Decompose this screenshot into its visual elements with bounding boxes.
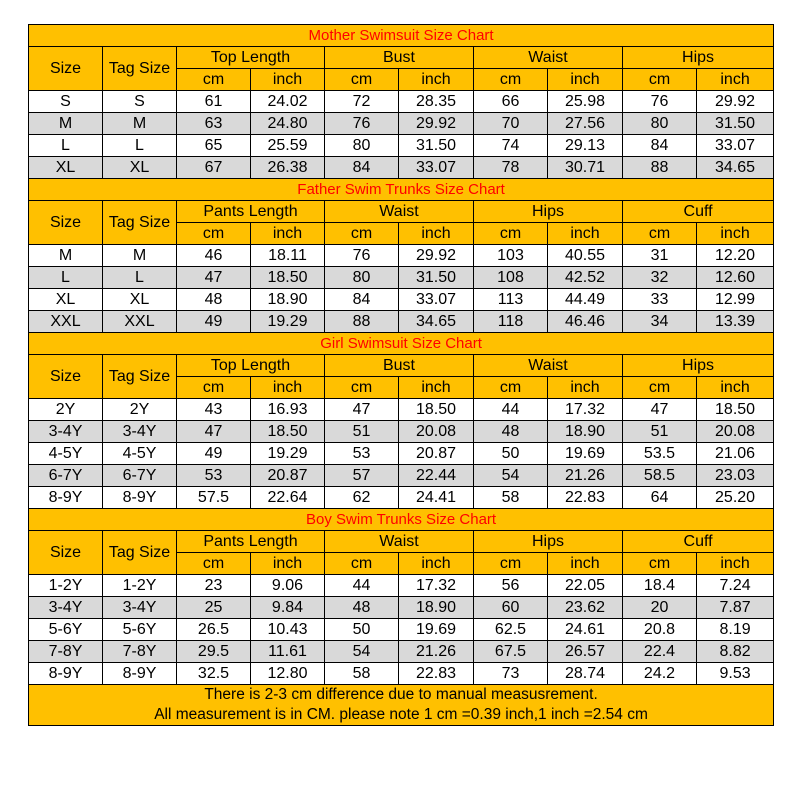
waist-cm-cell: 54 [474, 465, 548, 487]
tag-size-cell: L [103, 267, 177, 289]
unit-cm: cm [325, 553, 399, 575]
tag-size-header: Tag Size [103, 47, 177, 91]
unit-cm: cm [325, 223, 399, 245]
tag-size-cell: XXL [103, 311, 177, 333]
hips-inch-cell: 24.61 [548, 619, 623, 641]
tag-size-cell: L [103, 135, 177, 157]
table-row [29, 289, 774, 311]
unit-inch: inch [548, 223, 623, 245]
size-header: Size [29, 201, 103, 245]
hips-cm-cell: 56 [474, 575, 548, 597]
bust-header: Bust [325, 355, 474, 377]
size-cell: 2Y [29, 399, 103, 421]
hips-header: Hips [474, 531, 623, 553]
pants-length-inch-cell: 10.43 [251, 619, 325, 641]
hips-inch-cell: 29.92 [697, 91, 774, 113]
tag-size-cell: 7-8Y [103, 641, 177, 663]
pants-length-cm-cell: 25 [177, 597, 251, 619]
table-row [29, 311, 774, 333]
top-length-inch-cell: 25.59 [251, 135, 325, 157]
father-swim-trunks-size-chart-title-row [29, 179, 774, 201]
waist-inch-cell: 22.83 [399, 663, 474, 685]
waist-cm-cell: 54 [325, 641, 399, 663]
pants-length-inch-cell: 18.11 [251, 245, 325, 267]
unit-inch: inch [697, 553, 774, 575]
bust-cm-cell: 51 [325, 421, 399, 443]
cuff-inch-cell: 12.20 [697, 245, 774, 267]
table-row [29, 465, 774, 487]
unit-cm: cm [474, 377, 548, 399]
size-cell: 8-9Y [29, 487, 103, 509]
girl-swimsuit-size-chart-title: Girl Swimsuit Size Chart [29, 333, 774, 355]
cuff-inch-cell: 9.53 [697, 663, 774, 685]
size-cell: 3-4Y [29, 421, 103, 443]
unit-inch: inch [548, 69, 623, 91]
waist-inch-cell: 30.71 [548, 157, 623, 179]
size-cell: 7-8Y [29, 641, 103, 663]
cuff-cm-cell: 32 [623, 267, 697, 289]
hips-cm-cell: 113 [474, 289, 548, 311]
unit-inch: inch [399, 377, 474, 399]
tag-size-cell: 1-2Y [103, 575, 177, 597]
bust-inch-cell: 20.87 [399, 443, 474, 465]
tag-size-cell: 2Y [103, 399, 177, 421]
size-chart-table [28, 24, 774, 726]
table-row [29, 135, 774, 157]
hips-cm-cell: 58.5 [623, 465, 697, 487]
tag-size-cell: 8-9Y [103, 487, 177, 509]
size-cell: 4-5Y [29, 443, 103, 465]
bust-inch-cell: 29.92 [399, 113, 474, 135]
waist-cm-cell: 88 [325, 311, 399, 333]
size-cell: 5-6Y [29, 619, 103, 641]
table-row [29, 487, 774, 509]
top-length-cm-cell: 65 [177, 135, 251, 157]
size-header: Size [29, 355, 103, 399]
hips-inch-cell: 23.62 [548, 597, 623, 619]
unit-inch: inch [399, 223, 474, 245]
cuff-cm-cell: 31 [623, 245, 697, 267]
size-cell: 3-4Y [29, 597, 103, 619]
bust-cm-cell: 72 [325, 91, 399, 113]
hips-cm-cell: 76 [623, 91, 697, 113]
hips-cm-cell: 51 [623, 421, 697, 443]
size-header: Size [29, 47, 103, 91]
pants-length-inch-cell: 18.50 [251, 267, 325, 289]
waist-cm-cell: 58 [325, 663, 399, 685]
table-row [29, 443, 774, 465]
waist-cm-cell: 44 [325, 575, 399, 597]
unit-inch: inch [399, 553, 474, 575]
unit-cm: cm [177, 69, 251, 91]
top-length-inch-cell: 22.64 [251, 487, 325, 509]
waist-inch-cell: 22.83 [548, 487, 623, 509]
hips-cm-cell: 73 [474, 663, 548, 685]
waist-cm-cell: 58 [474, 487, 548, 509]
hips-cm-cell: 62.5 [474, 619, 548, 641]
hips-inch-cell: 33.07 [697, 135, 774, 157]
unit-inch: inch [548, 377, 623, 399]
pants-length-inch-cell: 9.06 [251, 575, 325, 597]
size-cell: L [29, 135, 103, 157]
unit-inch: inch [399, 69, 474, 91]
table-row [29, 157, 774, 179]
hips-cm-cell: 103 [474, 245, 548, 267]
top-length-inch-cell: 19.29 [251, 443, 325, 465]
bust-cm-cell: 84 [325, 157, 399, 179]
bust-inch-cell: 18.50 [399, 399, 474, 421]
top-length-inch-cell: 24.80 [251, 113, 325, 135]
tag-size-cell: M [103, 113, 177, 135]
cuff-inch-cell: 12.99 [697, 289, 774, 311]
table-row [29, 663, 774, 685]
tag-size-cell: 5-6Y [103, 619, 177, 641]
cuff-cm-cell: 24.2 [623, 663, 697, 685]
table-row [29, 399, 774, 421]
bust-inch-cell: 22.44 [399, 465, 474, 487]
size-header: Size [29, 531, 103, 575]
pants-length-cm-cell: 48 [177, 289, 251, 311]
unit-inch: inch [251, 69, 325, 91]
waist-inch-cell: 21.26 [399, 641, 474, 663]
unit-cm: cm [325, 377, 399, 399]
tag-size-cell: XL [103, 289, 177, 311]
size-cell: 6-7Y [29, 465, 103, 487]
cuff-cm-cell: 20 [623, 597, 697, 619]
cuff-inch-cell: 7.24 [697, 575, 774, 597]
unit-cm: cm [177, 377, 251, 399]
table-row [29, 619, 774, 641]
cuff-header: Cuff [623, 201, 774, 223]
waist-cm-cell: 48 [474, 421, 548, 443]
waist-header: Waist [474, 355, 623, 377]
top-length-inch-cell: 18.50 [251, 421, 325, 443]
size-cell: XXL [29, 311, 103, 333]
bust-inch-cell: 24.41 [399, 487, 474, 509]
pants-length-header: Pants Length [177, 531, 325, 553]
pants-length-inch-cell: 19.29 [251, 311, 325, 333]
waist-cm-cell: 44 [474, 399, 548, 421]
size-cell: XL [29, 289, 103, 311]
unit-inch: inch [548, 553, 623, 575]
waist-cm-cell: 84 [325, 289, 399, 311]
hips-inch-cell: 44.49 [548, 289, 623, 311]
waist-inch-cell: 21.26 [548, 465, 623, 487]
hips-inch-cell: 18.50 [697, 399, 774, 421]
hips-cm-cell: 108 [474, 267, 548, 289]
hips-inch-cell: 31.50 [697, 113, 774, 135]
unit-cm: cm [474, 69, 548, 91]
top-length-cm-cell: 43 [177, 399, 251, 421]
cuff-cm-cell: 20.8 [623, 619, 697, 641]
unit-cm: cm [325, 69, 399, 91]
hips-inch-cell: 28.74 [548, 663, 623, 685]
tag-size-cell: 6-7Y [103, 465, 177, 487]
top-length-header: Top Length [177, 47, 325, 69]
hips-inch-cell: 34.65 [697, 157, 774, 179]
waist-inch-cell: 29.92 [399, 245, 474, 267]
pants-length-inch-cell: 11.61 [251, 641, 325, 663]
unit-cm: cm [623, 377, 697, 399]
bust-cm-cell: 62 [325, 487, 399, 509]
tag-size-header: Tag Size [103, 355, 177, 399]
hips-header: Hips [474, 201, 623, 223]
waist-header: Waist [474, 47, 623, 69]
waist-cm-cell: 50 [325, 619, 399, 641]
waist-inch-cell: 31.50 [399, 267, 474, 289]
unit-cm: cm [623, 223, 697, 245]
waist-cm-cell: 48 [325, 597, 399, 619]
table-row [29, 113, 774, 135]
top-length-inch-cell: 16.93 [251, 399, 325, 421]
top-length-cm-cell: 61 [177, 91, 251, 113]
girl-swimsuit-size-chart-header-row [29, 355, 774, 377]
hips-cm-cell: 80 [623, 113, 697, 135]
tag-size-cell: S [103, 91, 177, 113]
tag-size-cell: 8-9Y [103, 663, 177, 685]
pants-length-inch-cell: 18.90 [251, 289, 325, 311]
unit-inch: inch [251, 377, 325, 399]
pants-length-inch-cell: 9.84 [251, 597, 325, 619]
bust-cm-cell: 53 [325, 443, 399, 465]
bust-header: Bust [325, 47, 474, 69]
tag-size-cell: XL [103, 157, 177, 179]
unit-cm: cm [177, 223, 251, 245]
unit-inch: inch [251, 553, 325, 575]
tag-size-cell: 3-4Y [103, 597, 177, 619]
size-cell: 1-2Y [29, 575, 103, 597]
mother-swimsuit-size-chart-header-row [29, 47, 774, 69]
top-length-cm-cell: 49 [177, 443, 251, 465]
table-row [29, 641, 774, 663]
cuff-header: Cuff [623, 531, 774, 553]
waist-header: Waist [325, 531, 474, 553]
boy-swim-trunks-size-chart-title: Boy Swim Trunks Size Chart [29, 509, 774, 531]
hips-cm-cell: 118 [474, 311, 548, 333]
hips-inch-cell: 26.57 [548, 641, 623, 663]
pants-length-header: Pants Length [177, 201, 325, 223]
unit-cm: cm [177, 553, 251, 575]
size-cell: L [29, 267, 103, 289]
bust-inch-cell: 33.07 [399, 157, 474, 179]
top-length-cm-cell: 67 [177, 157, 251, 179]
bust-cm-cell: 80 [325, 135, 399, 157]
footer-line-2: All measurement is in CM. please note 1 cm =0.39 inch,1 inch =2.54 cm [154, 706, 648, 723]
waist-inch-cell: 19.69 [548, 443, 623, 465]
waist-inch-cell: 18.90 [548, 421, 623, 443]
top-length-inch-cell: 26.38 [251, 157, 325, 179]
size-chart-page [28, 24, 773, 726]
hips-cm-cell: 84 [623, 135, 697, 157]
tag-size-header: Tag Size [103, 531, 177, 575]
father-swim-trunks-size-chart-title: Father Swim Trunks Size Chart [29, 179, 774, 201]
cuff-cm-cell: 22.4 [623, 641, 697, 663]
boy-swim-trunks-size-chart-header-row [29, 531, 774, 553]
top-length-cm-cell: 53 [177, 465, 251, 487]
cuff-inch-cell: 7.87 [697, 597, 774, 619]
size-cell: 8-9Y [29, 663, 103, 685]
waist-inch-cell: 25.98 [548, 91, 623, 113]
hips-cm-cell: 67.5 [474, 641, 548, 663]
girl-swimsuit-size-chart-title-row [29, 333, 774, 355]
bust-cm-cell: 57 [325, 465, 399, 487]
hips-inch-cell: 25.20 [697, 487, 774, 509]
unit-cm: cm [623, 69, 697, 91]
unit-inch: inch [697, 377, 774, 399]
top-length-cm-cell: 57.5 [177, 487, 251, 509]
hips-inch-cell: 46.46 [548, 311, 623, 333]
waist-cm-cell: 50 [474, 443, 548, 465]
waist-inch-cell: 19.69 [399, 619, 474, 641]
top-length-inch-cell: 20.87 [251, 465, 325, 487]
top-length-inch-cell: 24.02 [251, 91, 325, 113]
hips-cm-cell: 60 [474, 597, 548, 619]
cuff-inch-cell: 12.60 [697, 267, 774, 289]
waist-inch-cell: 34.65 [399, 311, 474, 333]
cuff-inch-cell: 13.39 [697, 311, 774, 333]
waist-cm-cell: 70 [474, 113, 548, 135]
hips-header: Hips [623, 355, 774, 377]
footer-note [29, 685, 774, 726]
cuff-inch-cell: 8.19 [697, 619, 774, 641]
cuff-inch-cell: 8.82 [697, 641, 774, 663]
table-row [29, 91, 774, 113]
waist-cm-cell: 80 [325, 267, 399, 289]
unit-cm: cm [623, 553, 697, 575]
pants-length-cm-cell: 26.5 [177, 619, 251, 641]
waist-header: Waist [325, 201, 474, 223]
waist-inch-cell: 17.32 [399, 575, 474, 597]
mother-swimsuit-size-chart-title: Mother Swimsuit Size Chart [29, 25, 774, 47]
footer-line-1: There is 2-3 cm difference due to manual measusrement. [204, 686, 598, 703]
hips-inch-cell: 42.52 [548, 267, 623, 289]
pants-length-inch-cell: 12.80 [251, 663, 325, 685]
table-row [29, 421, 774, 443]
hips-inch-cell: 20.08 [697, 421, 774, 443]
tag-size-cell: 4-5Y [103, 443, 177, 465]
table-row [29, 597, 774, 619]
size-cell: M [29, 113, 103, 135]
waist-cm-cell: 74 [474, 135, 548, 157]
waist-cm-cell: 78 [474, 157, 548, 179]
size-cell: XL [29, 157, 103, 179]
pants-length-cm-cell: 47 [177, 267, 251, 289]
hips-cm-cell: 64 [623, 487, 697, 509]
waist-inch-cell: 18.90 [399, 597, 474, 619]
unit-cm: cm [474, 553, 548, 575]
hips-inch-cell: 23.03 [697, 465, 774, 487]
waist-cm-cell: 66 [474, 91, 548, 113]
hips-cm-cell: 88 [623, 157, 697, 179]
size-cell: S [29, 91, 103, 113]
top-length-header: Top Length [177, 355, 325, 377]
waist-inch-cell: 27.56 [548, 113, 623, 135]
hips-cm-cell: 53.5 [623, 443, 697, 465]
top-length-cm-cell: 47 [177, 421, 251, 443]
father-swim-trunks-size-chart-header-row [29, 201, 774, 223]
bust-cm-cell: 47 [325, 399, 399, 421]
bust-inch-cell: 20.08 [399, 421, 474, 443]
bust-cm-cell: 76 [325, 113, 399, 135]
pants-length-cm-cell: 46 [177, 245, 251, 267]
bust-inch-cell: 28.35 [399, 91, 474, 113]
pants-length-cm-cell: 23 [177, 575, 251, 597]
unit-inch: inch [697, 69, 774, 91]
mother-swimsuit-size-chart-title-row [29, 25, 774, 47]
unit-inch: inch [697, 223, 774, 245]
pants-length-cm-cell: 49 [177, 311, 251, 333]
hips-inch-cell: 40.55 [548, 245, 623, 267]
pants-length-cm-cell: 32.5 [177, 663, 251, 685]
cuff-cm-cell: 33 [623, 289, 697, 311]
waist-inch-cell: 33.07 [399, 289, 474, 311]
bust-inch-cell: 31.50 [399, 135, 474, 157]
hips-cm-cell: 47 [623, 399, 697, 421]
table-row [29, 267, 774, 289]
waist-inch-cell: 17.32 [548, 399, 623, 421]
cuff-cm-cell: 34 [623, 311, 697, 333]
hips-header: Hips [623, 47, 774, 69]
pants-length-cm-cell: 29.5 [177, 641, 251, 663]
size-cell: M [29, 245, 103, 267]
table-row [29, 575, 774, 597]
hips-inch-cell: 22.05 [548, 575, 623, 597]
boy-swim-trunks-size-chart-title-row [29, 509, 774, 531]
unit-inch: inch [251, 223, 325, 245]
tag-size-cell: 3-4Y [103, 421, 177, 443]
table-row [29, 245, 774, 267]
hips-inch-cell: 21.06 [697, 443, 774, 465]
tag-size-cell: M [103, 245, 177, 267]
cuff-cm-cell: 18.4 [623, 575, 697, 597]
tag-size-header: Tag Size [103, 201, 177, 245]
unit-cm: cm [474, 223, 548, 245]
waist-inch-cell: 29.13 [548, 135, 623, 157]
waist-cm-cell: 76 [325, 245, 399, 267]
top-length-cm-cell: 63 [177, 113, 251, 135]
